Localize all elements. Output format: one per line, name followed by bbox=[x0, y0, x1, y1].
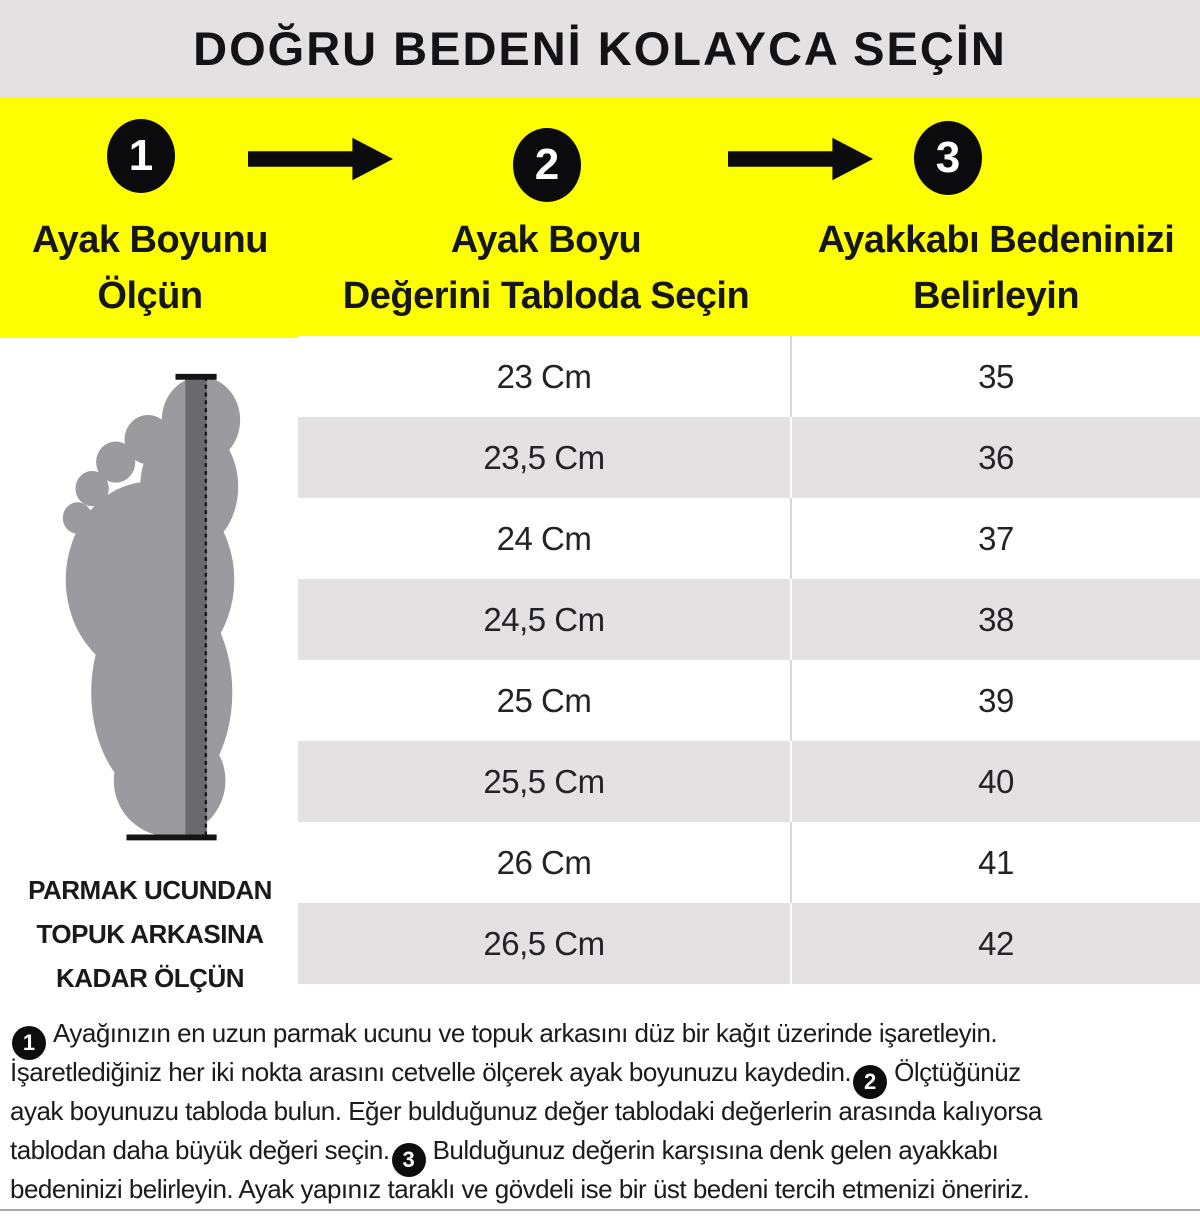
instruction-line bbox=[10, 1014, 1194, 1053]
table-row bbox=[298, 822, 1200, 903]
cm-value: 25 Cm bbox=[298, 660, 792, 741]
step-3-label-line1: Ayakkabı Bedeninizi bbox=[817, 219, 1175, 261]
step-3-number: 3 bbox=[935, 133, 961, 182]
bottom-divider bbox=[0, 1209, 1200, 1211]
foot-caption bbox=[0, 868, 300, 1000]
table-row bbox=[298, 336, 1200, 417]
step-2-number: 2 bbox=[534, 140, 560, 189]
instruction-text: bedeninizi belirleyin. Ayak yapınız taraklı ve gövdeli ise bir üst bedeni tercih etmenizi öneririz. bbox=[10, 1174, 1030, 1204]
size-value: 41 bbox=[978, 843, 1014, 881]
size-table bbox=[298, 336, 1200, 984]
step-3-label bbox=[792, 212, 1200, 324]
size-value: 36 bbox=[978, 438, 1014, 476]
cm-value: 26,5 Cm bbox=[298, 903, 792, 984]
size-value: 40 bbox=[978, 762, 1014, 800]
table-row bbox=[298, 903, 1200, 984]
instruction-text: Ayağınızın en uzun parmak ucunu ve topuk arkasını düz bir kağıt üzerinde işaretleyin. bbox=[53, 1018, 998, 1048]
cm-value: 25,5 Cm bbox=[298, 741, 792, 822]
header bbox=[0, 0, 1200, 97]
size-value: 38 bbox=[978, 600, 1014, 638]
instructions-text bbox=[10, 1014, 1194, 1209]
step-3-inline-badge: 3 bbox=[392, 1143, 426, 1177]
foot-illustration bbox=[52, 366, 248, 862]
table-row bbox=[298, 498, 1200, 579]
instruction-line bbox=[10, 1053, 1194, 1092]
step-1-label-line2: Ölçün bbox=[97, 275, 203, 317]
step-1-badge bbox=[107, 119, 175, 193]
page-title: DOĞRU BEDENİ KOLAYCA SEÇİN bbox=[193, 22, 1007, 75]
step-2-label-line2: Değerini Tabloda Seçin bbox=[342, 275, 750, 317]
step-1-inline-badge: 1 bbox=[12, 1026, 46, 1060]
foot-caption-line3: KADAR ÖLÇÜN bbox=[55, 963, 245, 993]
table-row bbox=[298, 741, 1200, 822]
instruction-text: ayak boyunuzu tabloda bulun. Eğer bulduğunuz değer tablodaki değerlerin arasında kalıyorsa bbox=[10, 1096, 1042, 1126]
instruction-line bbox=[10, 1092, 1194, 1131]
step-3-label-line2: Belirleyin bbox=[912, 275, 1080, 317]
instruction-line bbox=[10, 1131, 1194, 1170]
size-value: 39 bbox=[978, 681, 1014, 719]
right-arrow-icon bbox=[248, 137, 393, 181]
size-value: 37 bbox=[978, 519, 1014, 557]
instruction-text: Bulduğunuz değerin karşısına denk gelen ayakkabı bbox=[432, 1135, 999, 1165]
step-2-label-line1: Ayak Boyu bbox=[450, 219, 642, 261]
step-2-badge bbox=[513, 128, 581, 202]
instruction-text: İşaretlediğiniz her iki nokta arasını cetvelle ölçerek ayak boyunuzu kaydedin. bbox=[10, 1057, 852, 1087]
table-row bbox=[298, 579, 1200, 660]
step-1-label-line1: Ayak Boyunu bbox=[32, 219, 268, 261]
cm-value: 23,5 Cm bbox=[298, 417, 792, 498]
cm-value: 26 Cm bbox=[298, 822, 792, 903]
cm-value: 23 Cm bbox=[298, 336, 792, 417]
size-value: 42 bbox=[978, 924, 1014, 962]
table-row bbox=[298, 660, 1200, 741]
steps-band bbox=[0, 97, 1200, 338]
foot-caption-line1: PARMAK UCUNDAN bbox=[28, 875, 272, 905]
instruction-text: tablodan daha büyük değeri seçin. bbox=[10, 1135, 390, 1165]
step-1-number: 1 bbox=[128, 131, 154, 180]
table-row bbox=[298, 417, 1200, 498]
step-2-label bbox=[300, 212, 792, 324]
instruction-text: Ölçtüğünüz bbox=[894, 1057, 1021, 1087]
cm-value: 24 Cm bbox=[298, 498, 792, 579]
step-1-label bbox=[0, 212, 300, 324]
foot-measure-panel bbox=[0, 338, 300, 1008]
step-3-badge bbox=[914, 121, 982, 195]
step-2-inline-badge: 2 bbox=[853, 1065, 887, 1099]
foot-caption-line2: TOPUK ARKASINA bbox=[36, 919, 264, 949]
cm-value: 24,5 Cm bbox=[298, 579, 792, 660]
right-arrow-icon bbox=[728, 137, 873, 181]
instruction-line bbox=[10, 1170, 1194, 1209]
size-value: 35 bbox=[978, 357, 1014, 395]
